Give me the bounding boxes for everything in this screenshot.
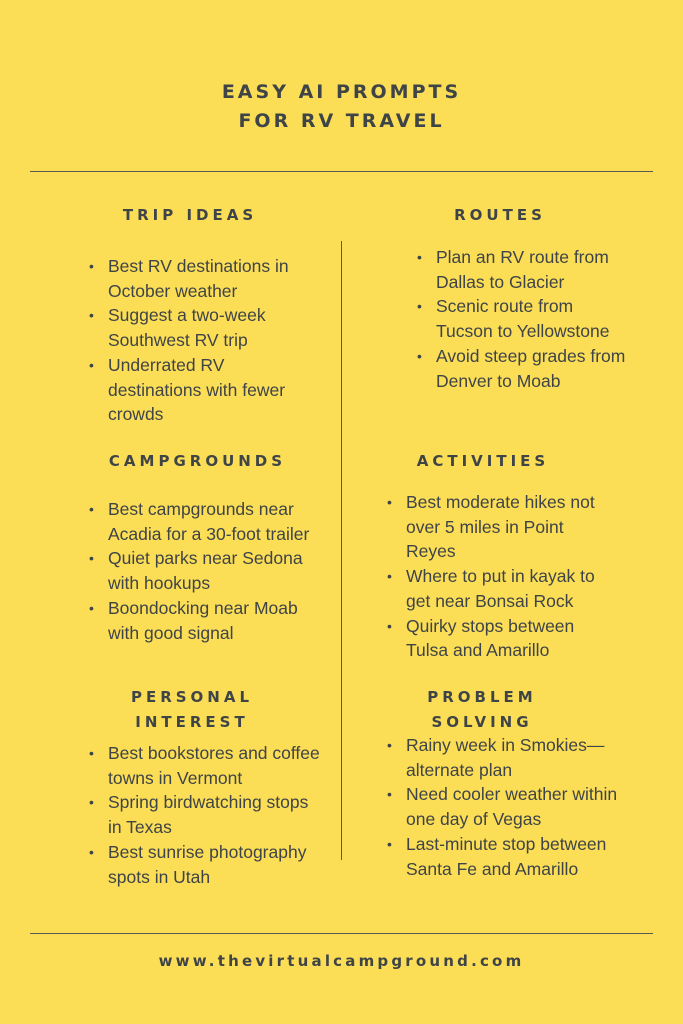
list-item: • Best bookstores and coffee towns in Vermont: [88, 741, 320, 790]
list-item: • Rainy week in Smokies—alternate plan: [386, 733, 618, 782]
list-item: • Best RV destinations in October weather: [88, 254, 310, 303]
website-url: www.thevirtualcampground.com: [158, 952, 525, 970]
list-item: • Avoid steep grades from Denver to Moab: [416, 344, 626, 393]
bottom-divider: [30, 933, 653, 934]
activities-heading: ACTIVITIES: [416, 452, 550, 470]
list-item: • Quirky stops between Tulsa and Amarillo: [386, 614, 618, 663]
problem-solving-heading-line1: PROBLEM: [427, 688, 537, 706]
routes-heading: ROUTES: [454, 206, 546, 224]
page-title-line1: EASY AI PROMPTS: [221, 81, 462, 103]
activities-list: [386, 490, 618, 663]
personal-interest-heading: [92, 685, 292, 735]
problem-solving-heading-line2: SOLVING: [431, 713, 533, 731]
list-item: • Best campgrounds near Acadia for a 30-foot trailer: [88, 497, 310, 546]
personal-interest-list: [88, 741, 320, 889]
list-item: • Plan an RV route from Dallas to Glacier: [416, 245, 626, 294]
list-item: • Suggest a two-week Southwest RV trip: [88, 303, 310, 352]
center-divider: [341, 241, 342, 860]
problem-solving-list: [386, 733, 618, 881]
top-divider: [30, 171, 653, 172]
list-item: • Need cooler weather within one day of Vegas: [386, 782, 618, 831]
campgrounds-heading: CAMPGROUNDS: [108, 452, 287, 470]
page-title-line2: FOR RV TRAVEL: [238, 110, 445, 132]
list-item: • Where to put in kayak to get near Bonsai Rock: [386, 564, 618, 613]
list-item: • Boondocking near Moab with good signal: [88, 596, 310, 645]
trip-ideas-heading: TRIP IDEAS: [122, 206, 258, 224]
list-item: • Best sunrise photography spots in Utah: [88, 840, 320, 889]
list-item: • Scenic route from Tucson to Yellowstone: [416, 294, 626, 343]
list-item: • Quiet parks near Sedona with hookups: [88, 546, 310, 595]
list-item: • Best moderate hikes not over 5 miles in Point Reyes: [386, 490, 618, 564]
trip-ideas-list: [88, 254, 310, 427]
personal-interest-heading-line2: INTEREST: [135, 713, 249, 731]
page-title: [0, 78, 683, 136]
problem-solving-heading: [382, 685, 582, 735]
routes-list: [416, 245, 626, 393]
list-item: • Spring birdwatching stops in Texas: [88, 790, 320, 839]
list-item: • Underrated RV destinations with fewer crowds: [88, 353, 310, 427]
personal-interest-heading-line1: PERSONAL: [130, 688, 254, 706]
campgrounds-list: [88, 497, 310, 645]
list-item: • Last-minute stop between Santa Fe and Amarillo: [386, 832, 618, 881]
